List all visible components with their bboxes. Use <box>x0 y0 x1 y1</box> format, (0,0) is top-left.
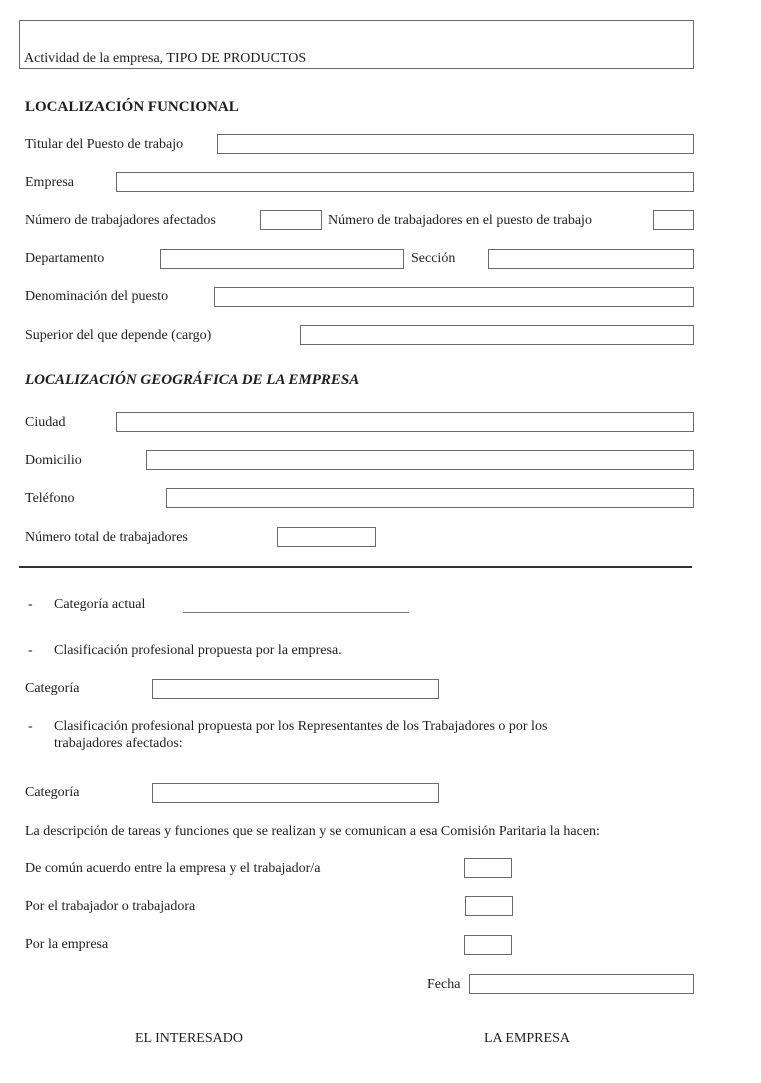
reps-categoria-label: Categoría <box>25 785 80 800</box>
total-trabajadores-field[interactable] <box>277 527 376 547</box>
empresa-categoria-field[interactable] <box>152 679 439 699</box>
afectados-input[interactable] <box>261 211 321 229</box>
ciudad-label: Ciudad <box>25 415 66 430</box>
empresa-categoria-label: Categoría <box>25 681 80 696</box>
telefono-input[interactable] <box>167 489 693 507</box>
titular-label: Titular del Puesto de trabajo <box>25 137 184 152</box>
seccion-input[interactable] <box>489 250 693 268</box>
bullet-dash: - <box>28 719 33 734</box>
total-trabajadores-label: Número total de trabajadores <box>25 530 188 545</box>
total-trabajadores-input[interactable] <box>278 528 375 546</box>
telefono-field[interactable] <box>166 488 694 508</box>
section-divider <box>19 566 692 568</box>
afectados-label: Número de trabajadores afectados <box>25 213 216 228</box>
categoria-actual-line[interactable] <box>183 612 409 613</box>
signature-empresa: LA EMPRESA <box>484 1031 570 1046</box>
reps-categoria-field[interactable] <box>152 783 439 803</box>
empresa-input[interactable] <box>117 173 693 191</box>
departamento-field[interactable] <box>160 249 404 269</box>
afectados-field[interactable] <box>260 210 322 230</box>
description-intro: La descripción de tareas y funciones que se realizan y se comunican a esa Comisión Paritaria la hacen: <box>25 824 600 839</box>
seccion-label: Sección <box>411 251 456 266</box>
empresa-label: Empresa <box>25 175 74 190</box>
ciudad-input[interactable] <box>117 413 693 431</box>
en-puesto-label: Número de trabajadores en el puesto de trabajo <box>328 213 592 228</box>
functional-section-title: LOCALIZACIÓN FUNCIONAL <box>25 99 239 115</box>
domicilio-input[interactable] <box>147 451 693 469</box>
fecha-input[interactable] <box>470 975 693 993</box>
option-label-empresa: Por la empresa <box>25 937 109 952</box>
reps-classification-heading-1: Clasificación profesional propuesta por los Representantes de los Trabajadores o por los <box>54 719 548 734</box>
activity-input[interactable] <box>20 21 693 49</box>
denominacion-field[interactable] <box>214 287 694 307</box>
en-puesto-field[interactable] <box>653 210 694 230</box>
domicilio-field[interactable] <box>146 450 694 470</box>
titular-input[interactable] <box>218 135 693 153</box>
domicilio-label: Domicilio <box>25 453 82 468</box>
option-checkbox-empresa[interactable] <box>464 935 512 955</box>
categoria-actual-label: Categoría actual <box>54 597 146 612</box>
superior-label: Superior del que depende (cargo) <box>25 328 212 343</box>
bullet-dash: - <box>28 643 33 658</box>
option-checkbox-trabajador[interactable] <box>465 896 513 916</box>
fecha-label: Fecha <box>427 977 461 992</box>
superior-input[interactable] <box>301 326 693 344</box>
bullet-dash: - <box>28 597 33 612</box>
activity-label: Actividad de la empresa, TIPO DE PRODUCTOS <box>24 51 307 66</box>
reps-categoria-input[interactable] <box>153 784 438 802</box>
option-checkbox-acuerdo[interactable] <box>464 858 512 878</box>
telefono-label: Teléfono <box>25 491 75 506</box>
signature-interesado: EL INTERESADO <box>135 1031 243 1046</box>
empresa-classification-heading: Clasificación profesional propuesta por la empresa. <box>54 643 342 658</box>
seccion-field[interactable] <box>488 249 694 269</box>
geographic-section-title: LOCALIZACIÓN GEOGRÁFICA DE LA EMPRESA <box>25 372 360 388</box>
en-puesto-input[interactable] <box>654 211 693 229</box>
fecha-field[interactable] <box>469 974 694 994</box>
ciudad-field[interactable] <box>116 412 694 432</box>
denominacion-input[interactable] <box>215 288 693 306</box>
departamento-input[interactable] <box>161 250 403 268</box>
option-label-trabajador: Por el trabajador o trabajadora <box>25 899 196 914</box>
reps-classification-heading-2: trabajadores afectados: <box>54 736 183 751</box>
empresa-field[interactable] <box>116 172 694 192</box>
departamento-label: Departamento <box>25 251 105 266</box>
option-label-acuerdo: De común acuerdo entre la empresa y el trabajador/a <box>25 861 321 876</box>
titular-field[interactable] <box>217 134 694 154</box>
denominacion-label: Denominación del puesto <box>25 289 169 304</box>
empresa-categoria-input[interactable] <box>153 680 438 698</box>
superior-field[interactable] <box>300 325 694 345</box>
